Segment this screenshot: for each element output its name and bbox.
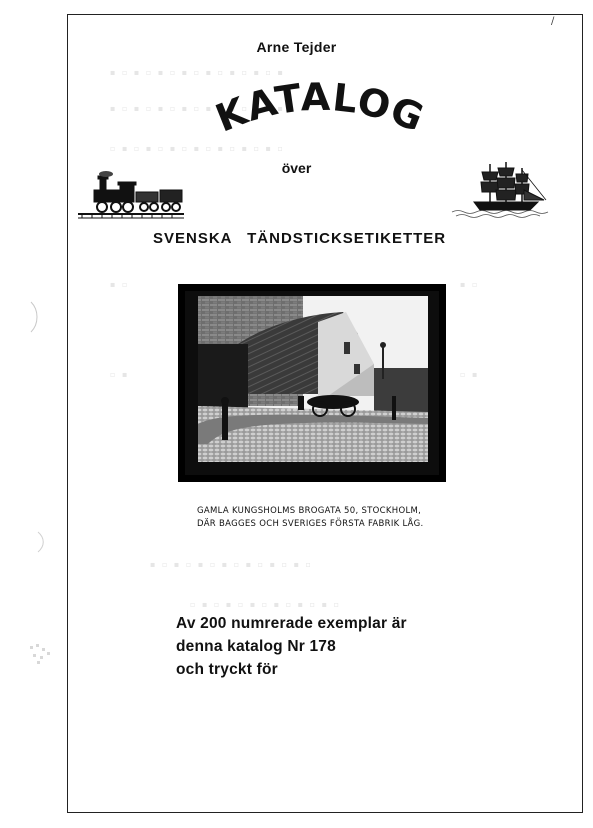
bleed-through-texture: ▫ ▪: [460, 370, 480, 379]
edition-note: [176, 612, 407, 681]
corner-mark: /: [551, 16, 555, 27]
binding-mark: [28, 642, 58, 668]
author-name: Arne Tejder: [256, 39, 337, 55]
photo-caption-line: DÄR BAGGES OCH SVERIGES FÖRSTA FABRIK LÅG.: [197, 519, 424, 529]
sailing-ship-icon: [446, 160, 556, 220]
bleed-through-texture: ▫ ▪ ▫ ▪ ▫ ▪ ▫ ▪ ▫ ▪ ▫ ▪ ▫: [190, 600, 341, 609]
edition-note-line: Av 200 numrerade exemplar är: [176, 615, 407, 632]
bleed-through-texture: ▪ ▫: [460, 280, 480, 289]
catalog-title: [210, 78, 430, 148]
preposition-label: över: [281, 160, 312, 176]
photo-caption-line: GAMLA KUNGSHOLMS BROGATA 50, STOCKHOLM,: [197, 506, 422, 516]
bleed-through-texture: ▪ ▫ ▪ ▫ ▪ ▫ ▪ ▫ ▪ ▫ ▪ ▫ ▪ ▫ ▪: [110, 68, 285, 77]
bleed-through-texture: ▪ ▫: [110, 280, 130, 289]
street-scene-photo: [178, 284, 446, 482]
edition-note-line: denna katalog Nr 178: [176, 638, 336, 655]
bleed-through-texture: ▪ ▫ ▪ ▫ ▪ ▫ ▪ ▫ ▪ ▫ ▪ ▫ ▪ ▫ ▪: [110, 104, 285, 113]
catalog-subject: SVENSKA TÄNDSTICKSETIKETTER: [153, 230, 447, 247]
bleed-through-texture: ▫ ▪ ▫ ▪ ▫ ▪ ▫ ▪ ▫ ▪ ▫ ▪ ▫ ▪ ▫: [110, 144, 285, 153]
bleed-through-texture: ▫ ▪: [110, 370, 130, 379]
steam-locomotive-icon: [76, 170, 186, 222]
bleed-through-texture: ▪ ▫ ▪ ▫ ▪ ▫ ▪ ▫ ▪ ▫ ▪ ▫ ▪ ▫: [150, 560, 313, 569]
photo-caption: [197, 505, 457, 531]
binding-mark: [28, 300, 42, 334]
edition-note-line: och tryckt för: [176, 661, 278, 678]
catalog-title-text: KATALOG: [210, 78, 430, 141]
binding-mark: [36, 530, 48, 554]
